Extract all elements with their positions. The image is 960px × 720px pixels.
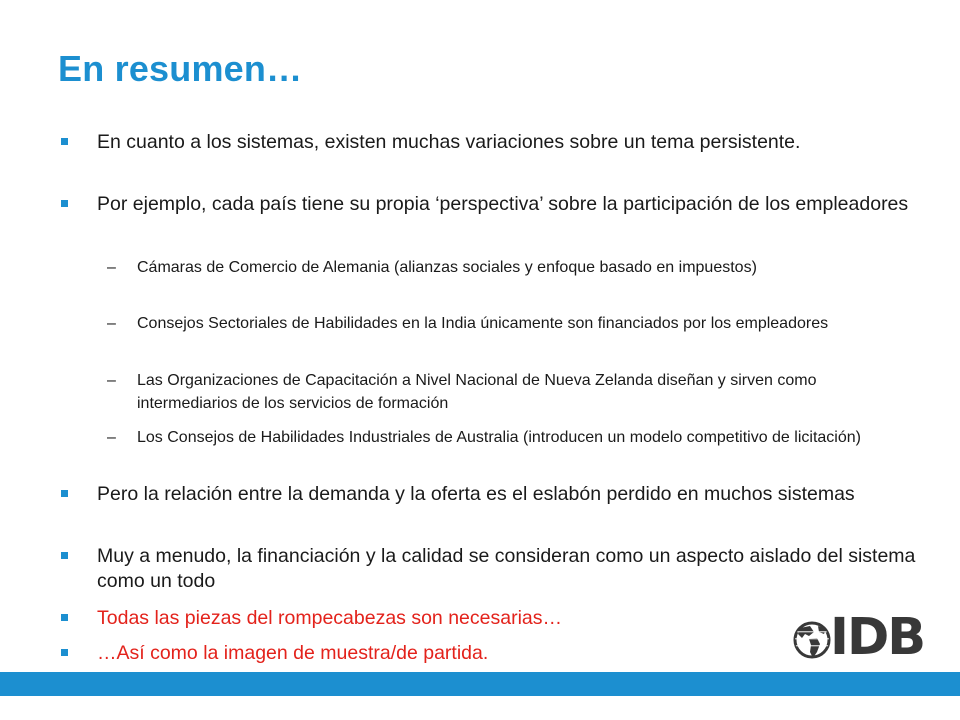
sub-bullet-text: Las Organizaciones de Capacitación a Nivel Nacional de Nueva Zelanda diseñan y sirven como intermediarios de los servicios de formación <box>137 372 817 412</box>
sub-bullet-text: Los Consejos de Habilidades Industriales de Australia (introducen un modelo competitivo de licitación) <box>137 429 861 446</box>
bottom-accent-bar <box>0 672 960 696</box>
globe-icon <box>792 612 832 668</box>
bullet-item <box>97 192 917 217</box>
bullet-text: …Así como la imagen de muestra/de partida. <box>97 642 489 664</box>
bullet-square-icon <box>61 552 68 559</box>
bullet-item <box>97 130 917 155</box>
bullet-text: Todas las piezas del rompecabezas son necesarias… <box>97 607 563 629</box>
bullet-item <box>97 544 917 594</box>
sub-bullet-text: Cámaras de Comercio de Alemania (alianzas sociales y enfoque basado en impuestos) <box>137 259 757 276</box>
dash-marker: – <box>107 315 116 332</box>
idb-logo-text: IDB <box>830 608 925 667</box>
bullet-square-icon <box>61 649 68 656</box>
sub-bullet-item <box>107 426 897 449</box>
bullet-square-icon <box>61 490 68 497</box>
sub-bullet-item <box>107 369 897 415</box>
sub-bullet-item <box>107 312 897 335</box>
bullet-text: Muy a menudo, la financiación y la calidad se consideran como un aspecto aislado del sistema como un todo <box>97 545 916 592</box>
dash-marker: – <box>107 259 116 276</box>
bullet-text: Por ejemplo, cada país tiene su propia ‘perspectiva’ sobre la participación de los empleadores <box>97 193 909 215</box>
slide-title: En resumen… <box>58 48 303 89</box>
bullet-square-icon <box>61 614 68 621</box>
dash-marker: – <box>107 429 116 446</box>
dash-marker: – <box>107 372 116 389</box>
bullet-text: En cuanto a los sistemas, existen muchas variaciones sobre un tema persistente. <box>97 131 801 153</box>
bullet-item <box>97 482 917 507</box>
sub-bullet-item <box>107 256 897 279</box>
idb-logo <box>792 608 932 668</box>
bullet-text: Pero la relación entre la demanda y la oferta es el eslabón perdido en muchos sistemas <box>97 483 855 505</box>
sub-bullet-text: Consejos Sectoriales de Habilidades en la India únicamente son financiados por los empleadores <box>137 315 829 332</box>
bullet-square-icon <box>61 200 68 207</box>
bullet-square-icon <box>61 138 68 145</box>
